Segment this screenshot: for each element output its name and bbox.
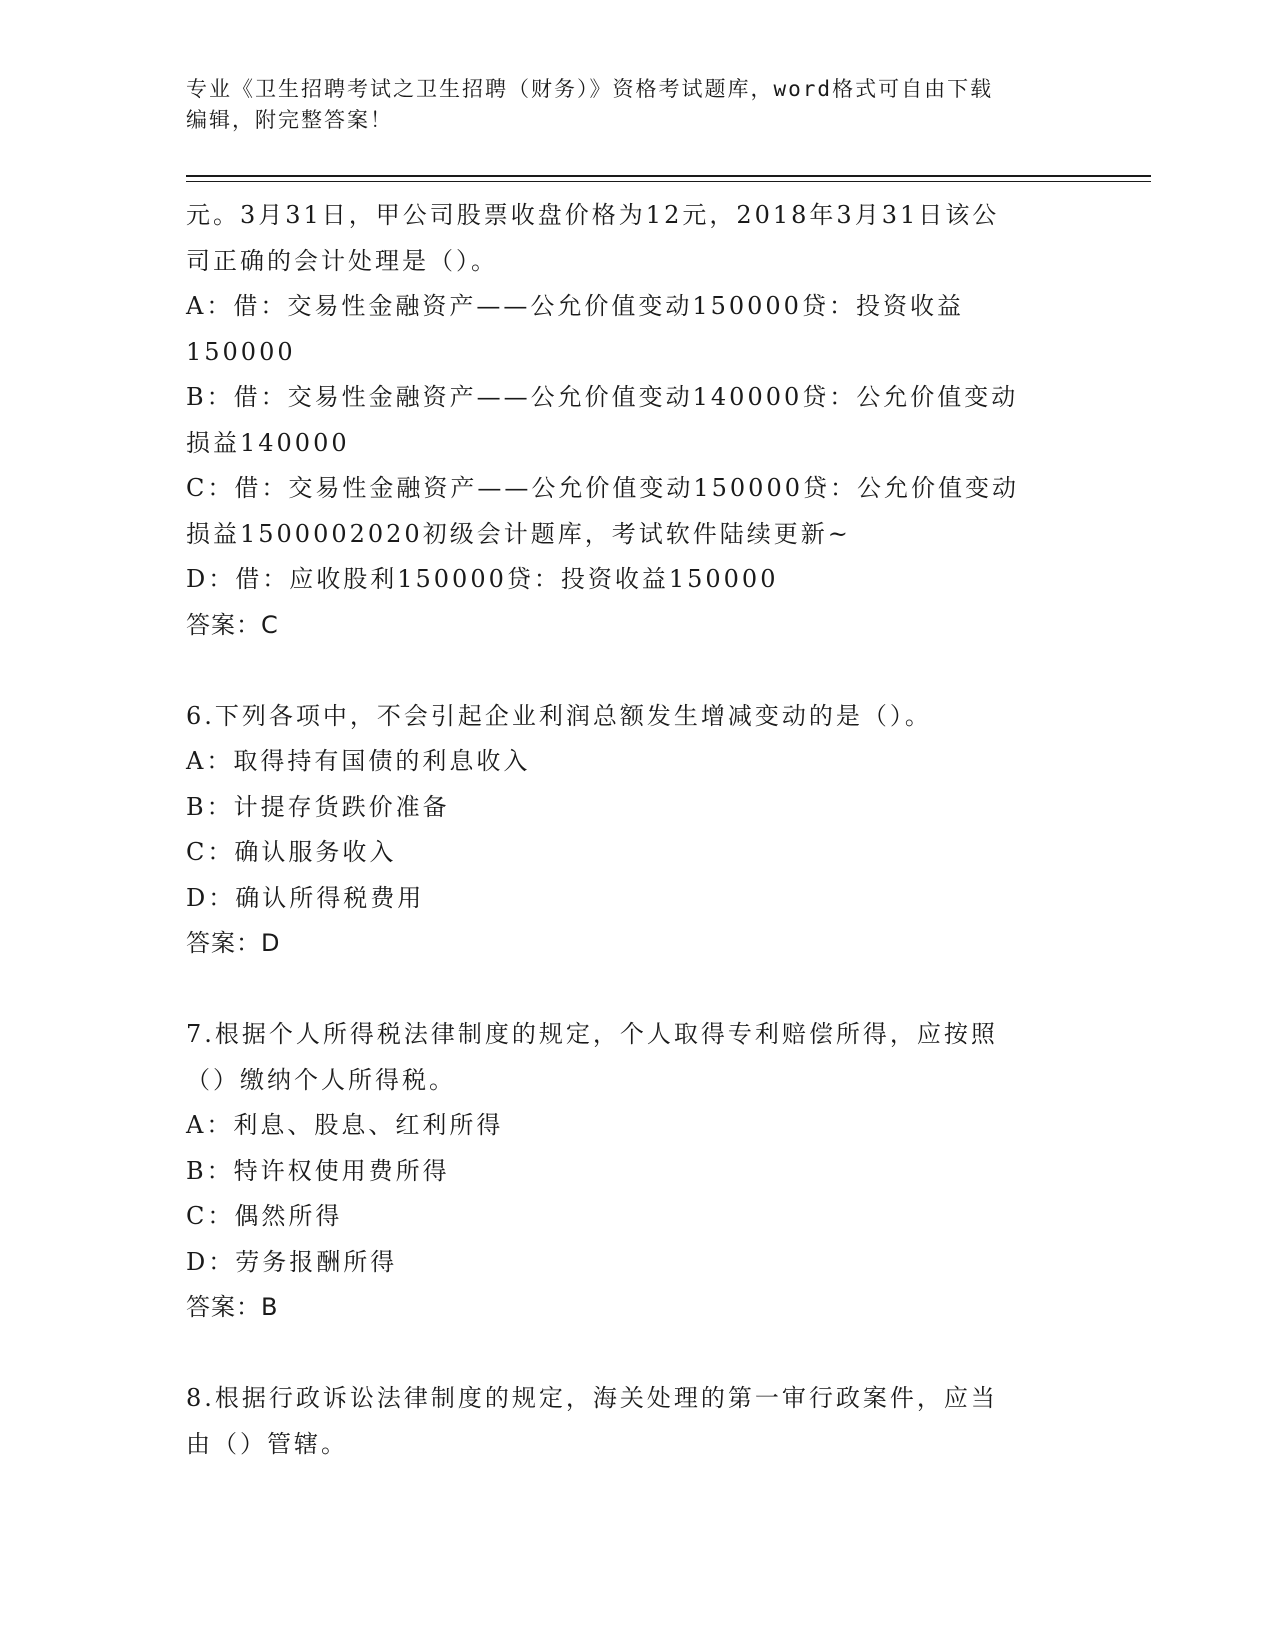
option-b-continued: 损益140000 [186,428,350,457]
question-7 [186,1012,1086,1331]
question-stem: 由（）管辖。 [186,1429,348,1458]
question-list [186,193,1086,1467]
answer: 答案：B [186,1293,279,1321]
question-stem: （）缴纳个人所得税。 [186,1065,456,1094]
option-a: A：借：交易性金融资产——公允价值变动150000贷：投资收益 [186,292,964,320]
question-stem: 元。3月31日，甲公司股票收盘价格为12元，2018年3月31日该公 [186,201,1000,229]
option-c: C：借：交易性金融资产——公允价值变动150000贷：公允价值变动 [186,474,1019,502]
option-c: C：确认服务收入 [186,838,397,866]
header-line-2: 编辑，附完整答案！ [186,108,393,132]
option-d: D：确认所得税费用 [186,883,425,912]
option-b: B：借：交易性金融资产——公允价值变动140000贷：公允价值变动 [186,383,1019,411]
question-stem: 司正确的会计处理是（）。 [186,246,498,275]
question-5 [186,193,1086,648]
header-divider-thin [186,181,1151,182]
header-divider-thick [186,175,1151,177]
header-line-1: 专业《卫生招聘考试之卫生招聘（财务）》资格考试题库，word格式可自由下载 [186,77,994,101]
question-8 [186,1376,1086,1467]
answer: 答案：D [186,929,281,957]
option-a-continued: 150000 [186,337,296,366]
option-a: A：利息、股息、红利所得 [186,1111,504,1139]
option-a: A：取得持有国债的利息收入 [186,747,531,775]
question-stem: 8.根据行政诉讼法律制度的规定，海关处理的第一审行政案件，应当 [186,1384,998,1412]
spacer [186,648,1086,694]
option-c: C：偶然所得 [186,1202,343,1230]
answer: 答案：C [186,610,279,639]
option-b: B：特许权使用费所得 [186,1156,450,1185]
option-c-continued: 损益1500002020初级会计题库，考试软件陆续更新~ [186,519,851,548]
spacer [186,1331,1086,1377]
question-stem: 6.下列各项中，不会引起企业利润总额发生增减变动的是（）。 [186,701,932,730]
option-d: D：借：应收股利150000贷：投资收益150000 [186,565,779,593]
question-6 [186,694,1086,967]
page-header [186,74,1066,136]
spacer [186,967,1086,1013]
question-stem: 7.根据个人所得税法律制度的规定，个人取得专利赔偿所得，应按照 [186,1020,998,1048]
option-b: B：计提存货跌价准备 [186,792,450,821]
option-d: D：劳务报酬所得 [186,1247,398,1276]
